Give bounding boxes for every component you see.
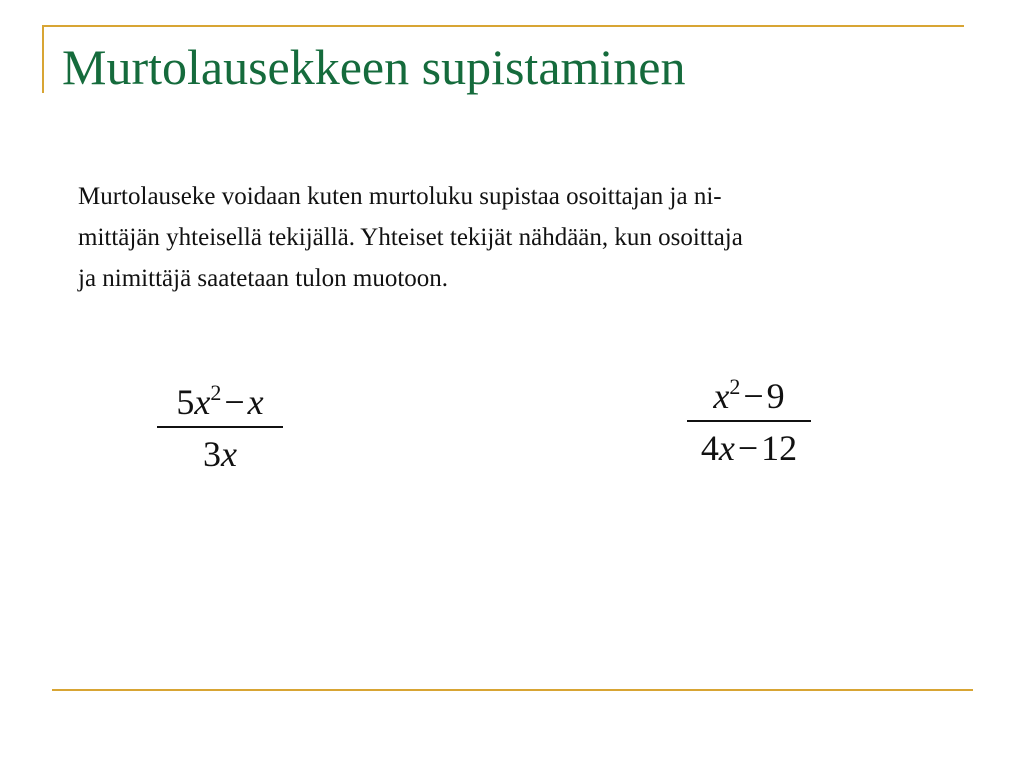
numerator-exponent: 2 [729,374,741,399]
fraction-1-denominator [203,428,237,474]
denominator-operator: − [737,428,759,468]
body-paragraph [78,176,743,299]
numerator-operator: − [743,376,764,416]
denominator-constant: 12 [761,428,798,468]
bottom-accent-rule [52,689,973,691]
fraction-expression-1 [157,382,283,474]
body-line: Murtolauseke voidaan kuten murtoluku supistaa osoittajan ja ni- [78,183,722,210]
numerator-constant: 9 [766,376,785,416]
fraction-2-numerator [713,376,784,416]
left-accent-rule [42,25,44,93]
numerator-operator: − [224,382,245,422]
slide-title: Murtolausekkeen supistaminen [62,39,686,95]
numerator-variable: x [713,376,730,416]
denominator-variable: x [221,434,237,474]
numerator-coefficient: 5 [176,382,195,422]
numerator-exponent: 2 [210,380,222,405]
denominator-coefficient: 3 [203,434,221,474]
body-line: mittäjän yhteisellä tekijällä. Yhteiset tekijät nähdään, kun osoittaja [78,224,743,251]
denominator-variable: x [718,428,735,468]
top-accent-rule [42,25,964,27]
fraction-1-numerator [176,382,263,422]
denominator-coefficient: 4 [700,428,719,468]
fraction-2-denominator [701,422,797,468]
numerator-variable: x [194,382,211,422]
numerator-term: x [247,382,264,422]
body-line: ja nimittäjä saatetaan tulon muotoon. [78,265,449,292]
fraction-expression-2 [687,376,811,468]
